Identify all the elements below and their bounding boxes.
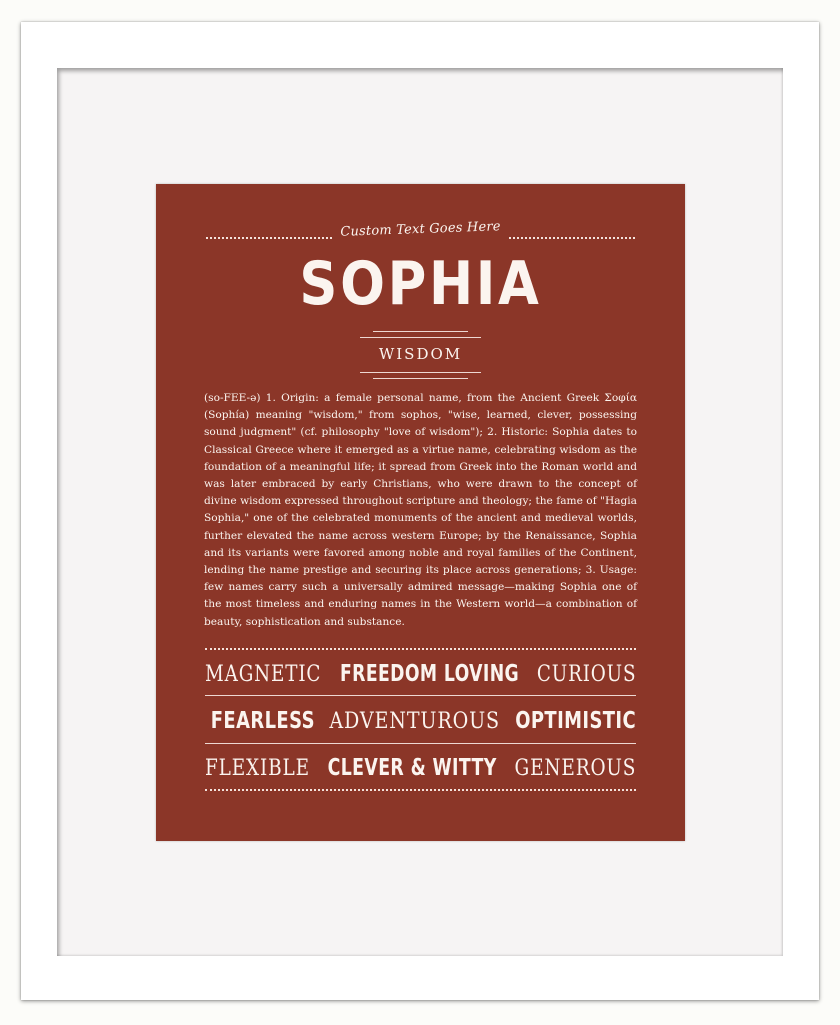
traits-bottom-dotted-rule — [205, 789, 636, 791]
name-art-print — [156, 184, 685, 841]
meaning-underline-2 — [373, 378, 468, 379]
trait-separator-2 — [205, 743, 636, 744]
trait-word: FREEDOM LOVING — [339, 661, 519, 687]
custom-text: Custom Text Goes Here — [340, 219, 501, 240]
trait-word: MAGNETIC — [205, 661, 322, 687]
trait-word: FEARLESS — [210, 708, 315, 734]
trait-word: GENEROUS — [514, 755, 637, 781]
trait-row-1 — [205, 656, 636, 692]
trait-word: CLEVER & WITTY — [327, 755, 497, 781]
traits-top-dotted-rule — [205, 648, 636, 650]
trait-row-2 — [205, 703, 636, 739]
top-right-dotted-rule — [509, 237, 635, 239]
name-definition: (so-FEE-ə) 1. Origin: a female personal name, from the Ancient Greek Σοφία (Sophía) meaning "wisdom," from sophos, "wise, learned, clever, possessing sound judgment" (cf. philosophy "love of wisdom"); 2. Historic: Sophia dates to Classical Greece where it emerged as a virtue name, celebrating wisdom as the foundation of a meaningful life; it spread from Greek into the Roman world and was later embraced by early Christians, who were drawn to the concept of divine wisdom expressed throughout scripture and theology; the fame of "Hagia Sophia," one of the celebrated monuments of the ancient and medieval worlds, further elevated the name across western Europe; by the Renaissance, Sophia and its variants were favored among noble and royal families of the Continent, lending the name prestige and securing its place across generations; 3. Usage: few names carry such a universally admired message—making Sophia one of the most timeless and enduring names in the Western world—a combination of beauty, sophistication and substance. — [204, 392, 637, 628]
trait-word: FLEXIBLE — [205, 755, 310, 781]
name-title: SOPHIA — [299, 249, 542, 319]
trait-word: ADVENTUROUS — [329, 708, 500, 734]
trait-word: CURIOUS — [536, 661, 637, 687]
trait-word: OPTIMISTIC — [515, 708, 637, 734]
name-underline-2 — [360, 337, 481, 338]
trait-separator-1 — [205, 695, 636, 696]
name-underline-1 — [373, 331, 468, 332]
trait-row-3 — [205, 750, 636, 786]
name-meaning: WISDOM — [378, 345, 463, 363]
meaning-underline-1 — [360, 372, 481, 373]
